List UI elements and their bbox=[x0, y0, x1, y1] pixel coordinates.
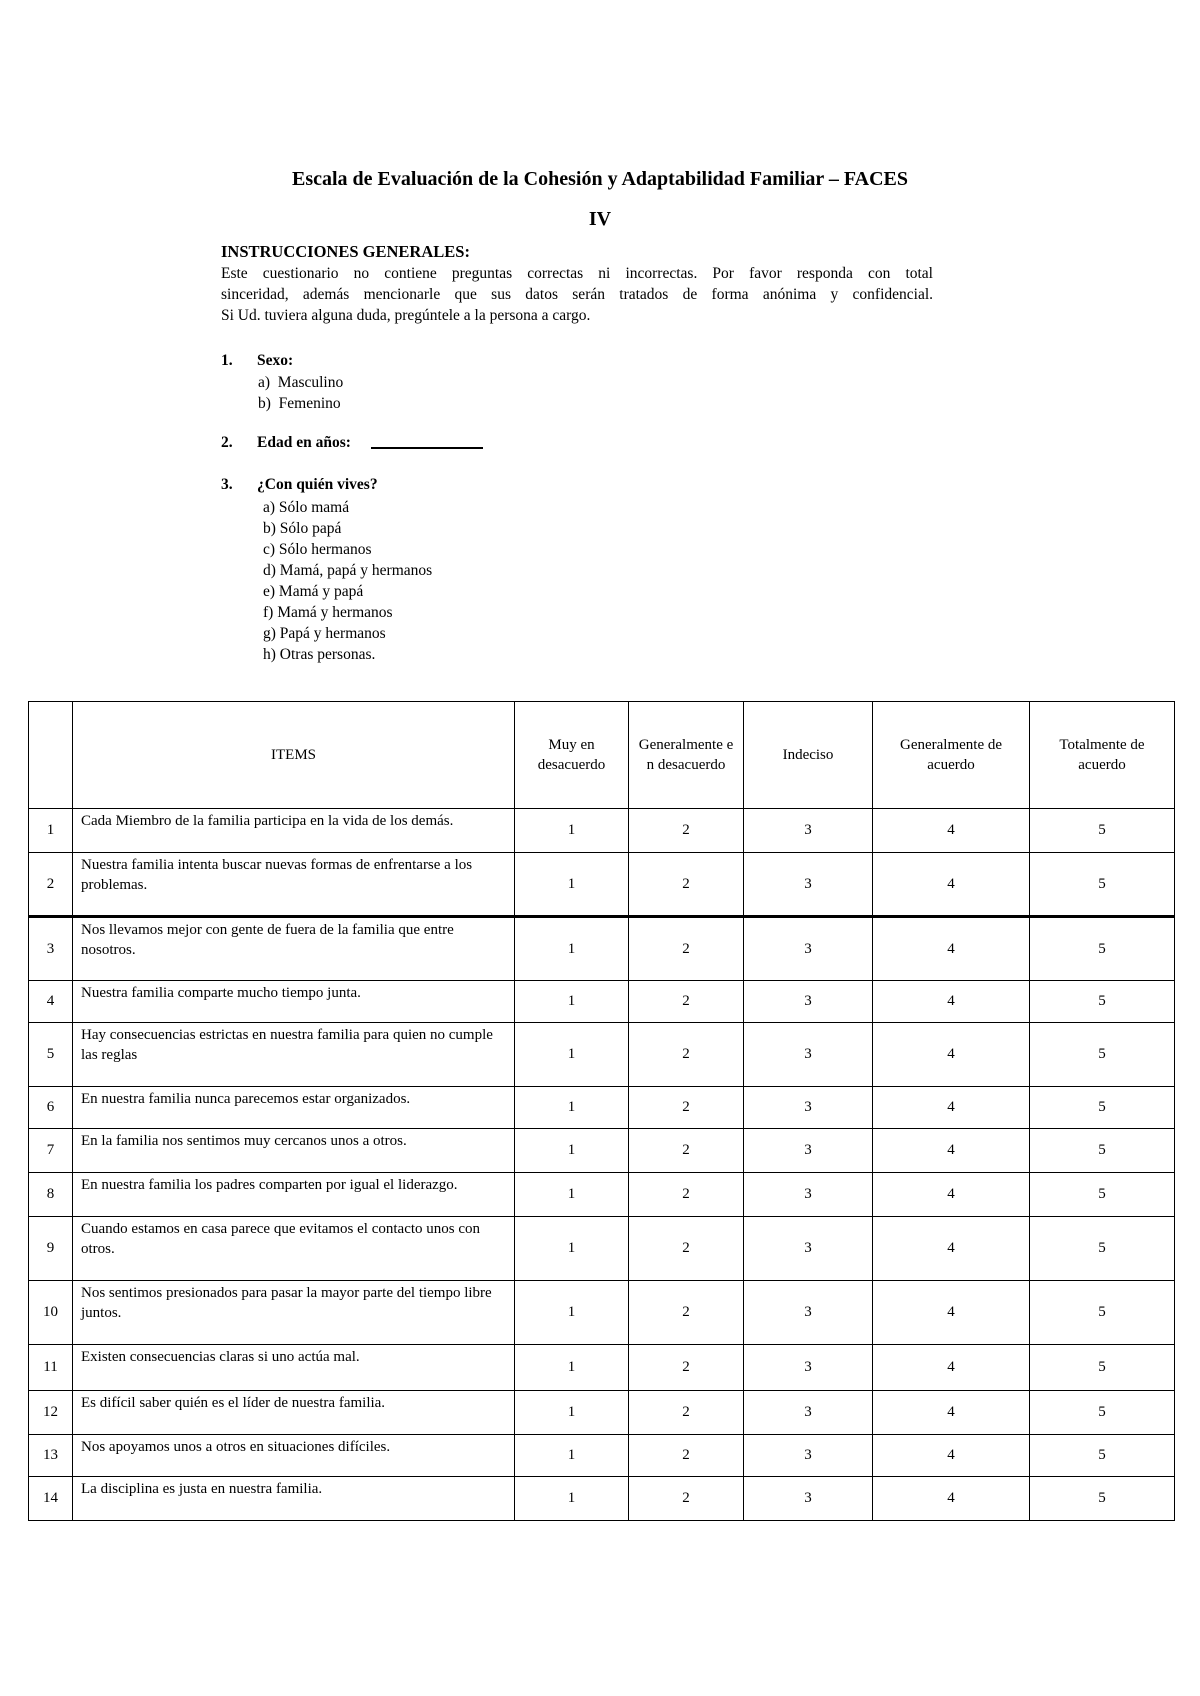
scale-option-5[interactable]: 5 bbox=[1030, 917, 1175, 981]
option-living-with[interactable] bbox=[263, 581, 363, 602]
header-generalmente-de-acuerdo: Generalmente de acuerdo bbox=[873, 702, 1030, 809]
option-text: Mamá, papá y hermanos bbox=[279, 562, 433, 579]
scale-option-5[interactable]: 5 bbox=[1030, 1477, 1175, 1521]
table-row bbox=[29, 853, 1175, 917]
option-letter: c) bbox=[263, 541, 276, 558]
item-number: 6 bbox=[29, 1087, 73, 1129]
scale-option-2[interactable]: 2 bbox=[629, 1023, 744, 1087]
scale-option-4[interactable]: 4 bbox=[873, 1391, 1030, 1435]
form-title: Escala de Evaluación de la Cohesión y Adaptabilidad Familiar – FACES bbox=[291, 168, 909, 190]
option-letter: f) bbox=[263, 604, 274, 621]
scale-option-5[interactable]: 5 bbox=[1030, 1345, 1175, 1391]
item-number: 11 bbox=[29, 1345, 73, 1391]
item-text: Nuestra familia intenta buscar nuevas formas de enfrentarse a los problemas. bbox=[73, 853, 515, 917]
question-number: 1. bbox=[221, 352, 233, 369]
item-text: Es difícil saber quién es el líder de nuestra familia. bbox=[73, 1391, 515, 1435]
scale-option-5[interactable]: 5 bbox=[1030, 809, 1175, 853]
header-indeciso: Indeciso bbox=[744, 702, 873, 809]
instructions-line: sinceridad, además mencionarle que sus datos serán tratados de forma anónima y confidencial. bbox=[221, 286, 933, 303]
scale-option-5[interactable]: 5 bbox=[1030, 981, 1175, 1023]
option-living-with[interactable] bbox=[263, 518, 341, 539]
scale-option-2[interactable]: 2 bbox=[629, 1391, 744, 1435]
scale-option-4[interactable]: 4 bbox=[873, 917, 1030, 981]
scale-option-3[interactable]: 3 bbox=[744, 1477, 873, 1521]
scale-option-1[interactable]: 1 bbox=[515, 1173, 629, 1217]
scale-option-3[interactable]: 3 bbox=[744, 1281, 873, 1345]
scale-option-3[interactable]: 3 bbox=[744, 981, 873, 1023]
scale-option-4[interactable]: 4 bbox=[873, 1217, 1030, 1281]
item-number: 9 bbox=[29, 1217, 73, 1281]
question-living-with bbox=[221, 476, 378, 494]
option-letter: a) bbox=[263, 499, 276, 516]
form-title-suffix: IV bbox=[588, 208, 612, 230]
option-living-with[interactable] bbox=[263, 602, 393, 623]
item-text: Nuestra familia comparte mucho tiempo junta. bbox=[73, 981, 515, 1023]
option-living-with[interactable] bbox=[263, 644, 375, 665]
scale-option-1[interactable]: 1 bbox=[515, 809, 629, 853]
scale-option-3[interactable]: 3 bbox=[744, 1023, 873, 1087]
scale-option-5[interactable]: 5 bbox=[1030, 1129, 1175, 1173]
option-letter: b) bbox=[258, 395, 271, 412]
option-letter: h) bbox=[263, 646, 276, 663]
item-text: En la familia nos sentimos muy cercanos unos a otros. bbox=[73, 1129, 515, 1173]
item-text: Cuando estamos en casa parece que evitamos el contacto unos con otros. bbox=[73, 1217, 515, 1281]
option-text: Mamá y hermanos bbox=[277, 604, 393, 621]
item-number: 12 bbox=[29, 1391, 73, 1435]
question-label: ¿Con quién vives? bbox=[257, 476, 378, 493]
scale-option-5[interactable]: 5 bbox=[1030, 1173, 1175, 1217]
scale-option-2[interactable]: 2 bbox=[629, 1129, 744, 1173]
header-generalmente-en-desacuerdo: Generalmente en desacuerdo bbox=[629, 702, 744, 809]
scale-option-1[interactable]: 1 bbox=[515, 1281, 629, 1345]
scale-option-5[interactable]: 5 bbox=[1030, 1217, 1175, 1281]
scale-option-5[interactable]: 5 bbox=[1030, 1391, 1175, 1435]
option-text: Papá y hermanos bbox=[279, 625, 386, 642]
option-living-with[interactable] bbox=[263, 623, 386, 644]
option-text: Masculino bbox=[277, 374, 344, 391]
question-label: Edad en años: bbox=[257, 434, 351, 451]
scale-option-4[interactable]: 4 bbox=[873, 1129, 1030, 1173]
scale-option-3[interactable]: 3 bbox=[744, 853, 873, 917]
scale-option-2[interactable]: 2 bbox=[629, 1345, 744, 1391]
item-number: 5 bbox=[29, 1023, 73, 1087]
instructions bbox=[221, 242, 933, 326]
scale-option-1[interactable]: 1 bbox=[515, 1217, 629, 1281]
item-number: 8 bbox=[29, 1173, 73, 1217]
scale-option-3[interactable]: 3 bbox=[744, 1345, 873, 1391]
scale-option-1[interactable]: 1 bbox=[515, 1023, 629, 1087]
option-text: Sólo papá bbox=[279, 520, 342, 537]
scale-option-4[interactable]: 4 bbox=[873, 1087, 1030, 1129]
item-number: 1 bbox=[29, 809, 73, 853]
option-letter: a) bbox=[258, 374, 271, 391]
item-text: Cada Miembro de la familia participa en la vida de los demás. bbox=[73, 809, 515, 853]
instructions-heading: INSTRUCCIONES GENERALES: bbox=[221, 242, 470, 261]
scale-option-2[interactable]: 2 bbox=[629, 1477, 744, 1521]
item-number: 10 bbox=[29, 1281, 73, 1345]
table-row bbox=[29, 1023, 1175, 1087]
item-number: 4 bbox=[29, 981, 73, 1023]
table-row bbox=[29, 1129, 1175, 1173]
scale-option-1[interactable]: 1 bbox=[515, 981, 629, 1023]
item-number: 2 bbox=[29, 853, 73, 917]
header-totalmente-de-acuerdo: Totalmente de acuerdo bbox=[1030, 702, 1175, 809]
item-text: Existen consecuencias claras si uno actúa mal. bbox=[73, 1345, 515, 1391]
scale-option-2[interactable]: 2 bbox=[629, 917, 744, 981]
table-row bbox=[29, 981, 1175, 1023]
option-text: Femenino bbox=[278, 395, 341, 412]
scale-option-2[interactable]: 2 bbox=[629, 1087, 744, 1129]
option-living-with[interactable] bbox=[263, 497, 349, 518]
question-label: Sexo: bbox=[257, 352, 294, 369]
item-text: Nos apoyamos unos a otros en situaciones difíciles. bbox=[73, 1435, 515, 1477]
option-letter: g) bbox=[263, 625, 276, 642]
scale-option-2[interactable]: 2 bbox=[629, 1435, 744, 1477]
scale-option-4[interactable]: 4 bbox=[873, 1281, 1030, 1345]
scale-option-4[interactable]: 4 bbox=[873, 981, 1030, 1023]
table-row bbox=[29, 1173, 1175, 1217]
scale-option-1[interactable]: 1 bbox=[515, 917, 629, 981]
option-letter: e) bbox=[263, 583, 276, 600]
scale-option-5[interactable]: 5 bbox=[1030, 853, 1175, 917]
scale-option-2[interactable]: 2 bbox=[629, 981, 744, 1023]
scale-option-3[interactable]: 3 bbox=[744, 809, 873, 853]
item-text: Hay consecuencias estrictas en nuestra familia para quien no cumple las reglas bbox=[73, 1023, 515, 1087]
scale-option-2[interactable]: 2 bbox=[629, 1173, 744, 1217]
scale-option-4[interactable]: 4 bbox=[873, 1023, 1030, 1087]
option-masculino[interactable] bbox=[258, 372, 343, 393]
option-text: Mamá y papá bbox=[278, 583, 364, 600]
scale-option-1[interactable]: 1 bbox=[515, 1477, 629, 1521]
scale-option-3[interactable]: 3 bbox=[744, 1217, 873, 1281]
scale-option-4[interactable]: 4 bbox=[873, 1345, 1030, 1391]
table-row bbox=[29, 917, 1175, 981]
scale-option-5[interactable]: 5 bbox=[1030, 1281, 1175, 1345]
table-row bbox=[29, 1345, 1175, 1391]
item-text: Nos llevamos mejor con gente de fuera de la familia que entre nosotros. bbox=[73, 917, 515, 981]
scale-option-5[interactable]: 5 bbox=[1030, 1023, 1175, 1087]
item-text: En nuestra familia los padres comparten por igual el liderazgo. bbox=[73, 1173, 515, 1217]
scale-option-3[interactable]: 3 bbox=[744, 1129, 873, 1173]
scale-option-3[interactable]: 3 bbox=[744, 917, 873, 981]
scale-option-1[interactable]: 1 bbox=[515, 1435, 629, 1477]
option-letter: d) bbox=[263, 562, 276, 579]
table-row bbox=[29, 1087, 1175, 1129]
scale-option-4[interactable]: 4 bbox=[873, 1173, 1030, 1217]
header-muy-en-desacuerdo: Muy en desacuerdo bbox=[515, 702, 629, 809]
scale-option-4[interactable]: 4 bbox=[873, 1435, 1030, 1477]
instructions-line: Este cuestionario no contiene preguntas correctas ni incorrectas. Por favor responda con total bbox=[221, 265, 933, 282]
option-text: Sólo mamá bbox=[278, 499, 350, 516]
scale-option-3[interactable]: 3 bbox=[744, 1087, 873, 1129]
scale-option-1[interactable]: 1 bbox=[515, 1087, 629, 1129]
item-number: 14 bbox=[29, 1477, 73, 1521]
item-text: En nuestra familia nunca parecemos estar organizados. bbox=[73, 1087, 515, 1129]
item-text: La disciplina es justa en nuestra familia. bbox=[73, 1477, 515, 1521]
scale-option-1[interactable]: 1 bbox=[515, 1391, 629, 1435]
scale-option-2[interactable]: 2 bbox=[629, 809, 744, 853]
scale-option-2[interactable]: 2 bbox=[629, 853, 744, 917]
option-letter: b) bbox=[263, 520, 276, 537]
scale-option-4[interactable]: 4 bbox=[873, 853, 1030, 917]
table-row bbox=[29, 1477, 1175, 1521]
scale-option-2[interactable]: 2 bbox=[629, 1281, 744, 1345]
table-row bbox=[29, 1391, 1175, 1435]
table-row bbox=[29, 809, 1175, 853]
option-text: Otras personas. bbox=[279, 646, 376, 663]
scale-option-4[interactable]: 4 bbox=[873, 809, 1030, 853]
option-living-with[interactable] bbox=[263, 560, 432, 581]
scale-option-2[interactable]: 2 bbox=[629, 1217, 744, 1281]
option-living-with[interactable] bbox=[263, 539, 371, 560]
scale-option-5[interactable]: 5 bbox=[1030, 1435, 1175, 1477]
option-text: Sólo hermanos bbox=[278, 541, 372, 558]
table-row bbox=[29, 1281, 1175, 1345]
age-answer-line[interactable] bbox=[371, 447, 483, 449]
item-number: 7 bbox=[29, 1129, 73, 1173]
question-sex bbox=[221, 352, 293, 370]
question-number: 3. bbox=[221, 476, 233, 493]
item-text: Nos sentimos presionados para pasar la mayor parte del tiempo libre juntos. bbox=[73, 1281, 515, 1345]
table-header-row bbox=[29, 702, 1175, 809]
table-row bbox=[29, 1435, 1175, 1477]
question-age bbox=[221, 434, 483, 452]
scale-option-1[interactable]: 1 bbox=[515, 1129, 629, 1173]
item-number: 3 bbox=[29, 917, 73, 981]
scale-option-5[interactable]: 5 bbox=[1030, 1087, 1175, 1129]
items-table bbox=[28, 701, 1175, 1521]
scale-option-4[interactable]: 4 bbox=[873, 1477, 1030, 1521]
scale-option-3[interactable]: 3 bbox=[744, 1391, 873, 1435]
scale-option-3[interactable]: 3 bbox=[744, 1173, 873, 1217]
instructions-line: Si Ud. tuviera alguna duda, pregúntele a la persona a cargo. bbox=[221, 307, 591, 324]
scale-option-3[interactable]: 3 bbox=[744, 1435, 873, 1477]
table-row bbox=[29, 1217, 1175, 1281]
scale-option-1[interactable]: 1 bbox=[515, 853, 629, 917]
header-number bbox=[29, 702, 73, 809]
header-items: ITEMS bbox=[73, 702, 515, 809]
option-femenino[interactable] bbox=[258, 393, 341, 414]
scale-option-1[interactable]: 1 bbox=[515, 1345, 629, 1391]
question-number: 2. bbox=[221, 434, 233, 451]
item-number: 13 bbox=[29, 1435, 73, 1477]
